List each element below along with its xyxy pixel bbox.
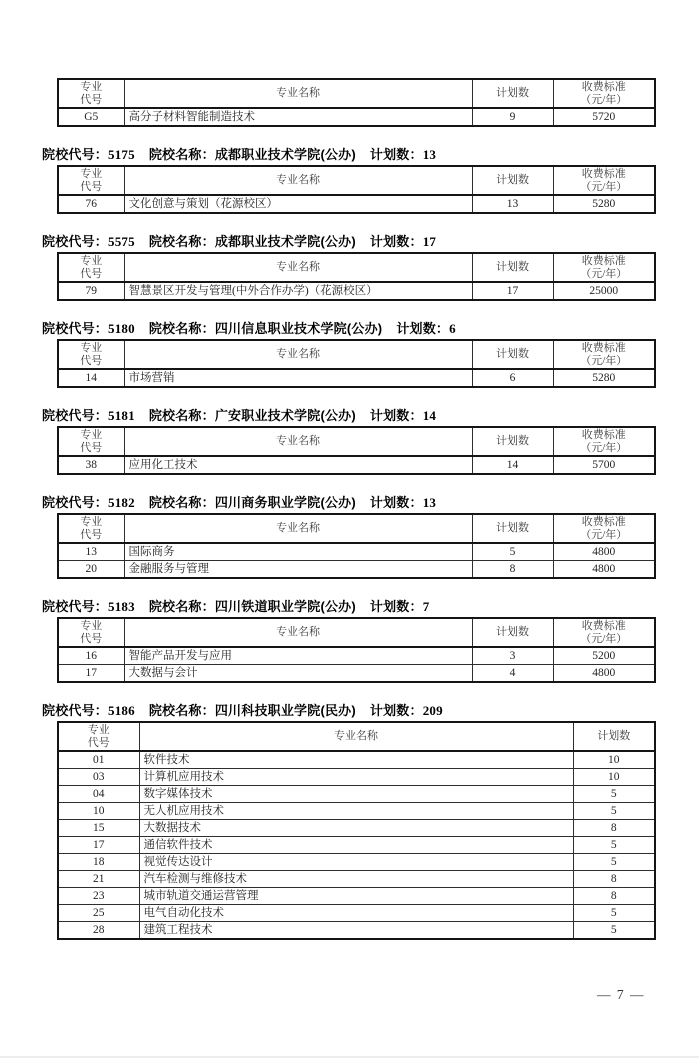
table-row bbox=[58, 922, 655, 940]
plan-total-value: 209 bbox=[422, 703, 443, 718]
plan-total-value: 7 bbox=[422, 599, 430, 614]
cell-fee-standard: 5280 bbox=[553, 369, 655, 387]
plan-total-value: 14 bbox=[422, 408, 437, 423]
institution-name-value: 广安职业技术学院(公办) bbox=[214, 408, 356, 423]
plan-table bbox=[57, 426, 656, 475]
plan-total-label: 计划数： bbox=[369, 408, 423, 423]
institution-code-value: 5182 bbox=[108, 495, 135, 510]
cell-fee-standard: 5280 bbox=[553, 195, 655, 213]
cell-fee-standard: 4800 bbox=[553, 561, 655, 579]
table-header-row bbox=[58, 166, 655, 195]
table-row bbox=[58, 871, 655, 888]
table-header-row bbox=[58, 79, 655, 108]
institution-name-label: 院校名称： bbox=[148, 599, 215, 614]
sections-container bbox=[42, 78, 660, 940]
cell-major-code: 16 bbox=[58, 647, 124, 665]
table-header-row bbox=[58, 514, 655, 543]
plan-table bbox=[57, 252, 656, 301]
cell-major-code: 14 bbox=[58, 369, 124, 387]
cell-major-name: 视觉传达设计 bbox=[139, 854, 573, 871]
cell-major-code: G5 bbox=[58, 108, 124, 126]
institution-code-label: 院校代号： bbox=[42, 703, 109, 718]
cell-major-code: 13 bbox=[58, 543, 124, 561]
institution-name-value: 四川商务职业学院(公办) bbox=[214, 495, 356, 510]
cell-major-name: 金融服务与管理 bbox=[124, 561, 472, 579]
cell-major-name: 城市轨道交通运营管理 bbox=[139, 888, 573, 905]
col-header-major-code: 专业 代号 bbox=[58, 253, 124, 282]
institution-name-label: 院校名称： bbox=[148, 234, 215, 249]
cell-major-name: 汽车检测与维修技术 bbox=[139, 871, 573, 888]
col-header-fee-standard: 收费标准 （元/年） bbox=[553, 340, 655, 369]
col-header-major-name: 专业名称 bbox=[139, 722, 573, 751]
cell-fee-standard: 5200 bbox=[553, 647, 655, 665]
table-row bbox=[58, 854, 655, 871]
col-header-fee-standard: 收费标准 （元/年） bbox=[553, 79, 655, 108]
cell-plan-count: 9 bbox=[472, 108, 553, 126]
cell-fee-standard: 5700 bbox=[553, 456, 655, 474]
cell-plan-count: 4 bbox=[472, 665, 553, 683]
cell-major-code: 17 bbox=[58, 837, 139, 854]
cell-major-code: 76 bbox=[58, 195, 124, 213]
col-header-fee-standard: 收费标准 （元/年） bbox=[553, 514, 655, 543]
cell-major-code: 17 bbox=[58, 665, 124, 683]
plan-total-value: 6 bbox=[449, 321, 456, 336]
col-header-fee-standard: 收费标准 （元/年） bbox=[553, 166, 655, 195]
table-row bbox=[58, 543, 655, 561]
plan-total-label: 计划数： bbox=[369, 234, 423, 249]
cell-plan-count: 6 bbox=[472, 369, 553, 387]
institution-name-value: 成都职业技术学院(公办) bbox=[214, 147, 356, 162]
plan-total-label: 计划数： bbox=[396, 321, 450, 336]
cell-plan-count: 5 bbox=[573, 837, 655, 854]
page-number: — 7 — bbox=[597, 987, 645, 1002]
col-header-major-name: 专业名称 bbox=[124, 253, 472, 282]
col-header-major-code: 专业 代号 bbox=[58, 166, 124, 195]
cell-major-name: 文化创意与策划（花源校区） bbox=[124, 195, 472, 213]
institution-name-value: 成都职业技术学院(公办) bbox=[214, 234, 356, 249]
cell-major-code: 28 bbox=[58, 922, 139, 940]
institution-name-label: 院校名称： bbox=[148, 495, 215, 510]
plan-table bbox=[57, 721, 656, 940]
plan-table bbox=[57, 617, 656, 683]
plan-total-label: 计划数： bbox=[369, 703, 423, 718]
cell-fee-standard: 5720 bbox=[553, 108, 655, 126]
table-row bbox=[58, 282, 655, 300]
table-row bbox=[58, 888, 655, 905]
table-row bbox=[58, 665, 655, 683]
institution-code-label: 院校代号： bbox=[42, 321, 109, 336]
institution-header bbox=[42, 234, 660, 249]
cell-plan-count: 14 bbox=[472, 456, 553, 474]
cell-major-code: 38 bbox=[58, 456, 124, 474]
institution-header bbox=[42, 599, 660, 614]
plan-table bbox=[57, 339, 656, 388]
cell-major-name: 国际商务 bbox=[124, 543, 472, 561]
plan-total-label: 计划数： bbox=[369, 495, 423, 510]
institution-header bbox=[42, 408, 660, 423]
institution-name-label: 院校名称： bbox=[148, 321, 215, 336]
col-header-plan-count: 计划数 bbox=[573, 722, 655, 751]
col-header-plan-count: 计划数 bbox=[472, 166, 553, 195]
institution-name-value: 四川科技职业学院(民办) bbox=[214, 703, 356, 718]
cell-major-code: 23 bbox=[58, 888, 139, 905]
col-header-plan-count: 计划数 bbox=[472, 514, 553, 543]
col-header-major-name: 专业名称 bbox=[124, 514, 472, 543]
institution-code-value: 5180 bbox=[108, 321, 135, 336]
cell-plan-count: 8 bbox=[573, 820, 655, 837]
col-header-plan-count: 计划数 bbox=[472, 79, 553, 108]
cell-plan-count: 13 bbox=[472, 195, 553, 213]
table-row bbox=[58, 647, 655, 665]
cell-plan-count: 5 bbox=[573, 905, 655, 922]
institution-name-label: 院校名称： bbox=[148, 147, 215, 162]
table-row bbox=[58, 769, 655, 786]
table-row bbox=[58, 786, 655, 803]
col-header-plan-count: 计划数 bbox=[472, 618, 553, 647]
institution-name-label: 院校名称： bbox=[148, 408, 215, 423]
col-header-fee-standard: 收费标准 （元/年） bbox=[553, 253, 655, 282]
cell-major-name: 电气自动化技术 bbox=[139, 905, 573, 922]
col-header-fee-standard: 收费标准 （元/年） bbox=[553, 618, 655, 647]
cell-major-name: 市场营销 bbox=[124, 369, 472, 387]
cell-major-code: 04 bbox=[58, 786, 139, 803]
table-row bbox=[58, 561, 655, 579]
cell-major-name: 大数据技术 bbox=[139, 820, 573, 837]
cell-major-code: 15 bbox=[58, 820, 139, 837]
institution-code-label: 院校代号： bbox=[42, 599, 109, 614]
col-header-major-name: 专业名称 bbox=[124, 427, 472, 456]
cell-major-name: 建筑工程技术 bbox=[139, 922, 573, 940]
plan-total-value: 17 bbox=[422, 234, 437, 249]
col-header-major-name: 专业名称 bbox=[124, 618, 472, 647]
institution-code-value: 5183 bbox=[108, 599, 135, 614]
institution-code-value: 5175 bbox=[108, 147, 135, 162]
cell-major-name: 计算机应用技术 bbox=[139, 769, 573, 786]
cell-plan-count: 5 bbox=[573, 786, 655, 803]
cell-major-name: 应用化工技术 bbox=[124, 456, 472, 474]
table-header-row bbox=[58, 722, 655, 751]
col-header-major-name: 专业名称 bbox=[124, 166, 472, 195]
table-row bbox=[58, 369, 655, 387]
cell-major-code: 03 bbox=[58, 769, 139, 786]
cell-plan-count: 10 bbox=[573, 769, 655, 786]
cell-plan-count: 17 bbox=[472, 282, 553, 300]
cell-major-name: 无人机应用技术 bbox=[139, 803, 573, 820]
institution-name-value: 四川铁道职业学院(公办) bbox=[214, 599, 356, 614]
cell-major-name: 智能产品开发与应用 bbox=[124, 647, 472, 665]
table-row bbox=[58, 820, 655, 837]
cell-fee-standard: 4800 bbox=[553, 665, 655, 683]
institution-name-label: 院校名称： bbox=[148, 703, 215, 718]
col-header-plan-count: 计划数 bbox=[472, 427, 553, 456]
cell-plan-count: 8 bbox=[573, 871, 655, 888]
institution-header bbox=[42, 321, 660, 336]
table-row bbox=[58, 905, 655, 922]
col-header-major-code: 专业 代号 bbox=[58, 79, 124, 108]
institution-name-value: 四川信息职业技术学院(公办) bbox=[214, 321, 383, 336]
plan-table bbox=[57, 513, 656, 579]
cell-major-code: 20 bbox=[58, 561, 124, 579]
col-header-fee-standard: 收费标准 （元/年） bbox=[553, 427, 655, 456]
cell-plan-count: 8 bbox=[573, 888, 655, 905]
col-header-major-code: 专业 代号 bbox=[58, 340, 124, 369]
institution-code-label: 院校代号： bbox=[42, 234, 109, 249]
cell-major-code: 79 bbox=[58, 282, 124, 300]
institution-code-label: 院校代号： bbox=[42, 147, 109, 162]
cell-plan-count: 5 bbox=[573, 922, 655, 940]
institution-code-label: 院校代号： bbox=[42, 408, 109, 423]
cell-plan-count: 5 bbox=[573, 854, 655, 871]
cell-plan-count: 5 bbox=[573, 803, 655, 820]
table-header-row bbox=[58, 340, 655, 369]
col-header-major-code: 专业 代号 bbox=[58, 618, 124, 647]
table-row bbox=[58, 195, 655, 213]
cell-major-code: 25 bbox=[58, 905, 139, 922]
table-row bbox=[58, 803, 655, 820]
col-header-plan-count: 计划数 bbox=[472, 340, 553, 369]
table-header-row bbox=[58, 427, 655, 456]
plan-total-label: 计划数： bbox=[369, 147, 423, 162]
plan-total-label: 计划数： bbox=[369, 599, 423, 614]
cell-fee-standard: 4800 bbox=[553, 543, 655, 561]
cell-plan-count: 5 bbox=[472, 543, 553, 561]
cell-fee-standard: 25000 bbox=[553, 282, 655, 300]
col-header-major-code: 专业 代号 bbox=[58, 514, 124, 543]
plan-total-value: 13 bbox=[422, 147, 437, 162]
cell-major-code: 10 bbox=[58, 803, 139, 820]
institution-header bbox=[42, 147, 660, 162]
cell-major-code: 01 bbox=[58, 751, 139, 769]
institution-header bbox=[42, 495, 660, 510]
cell-major-code: 18 bbox=[58, 854, 139, 871]
col-header-major-name: 专业名称 bbox=[124, 340, 472, 369]
table-row bbox=[58, 837, 655, 854]
institution-code-value: 5181 bbox=[108, 408, 135, 423]
cell-major-name: 通信软件技术 bbox=[139, 837, 573, 854]
cell-plan-count: 8 bbox=[472, 561, 553, 579]
col-header-major-code: 专业 代号 bbox=[58, 722, 139, 751]
col-header-plan-count: 计划数 bbox=[472, 253, 553, 282]
cell-plan-count: 3 bbox=[472, 647, 553, 665]
cell-major-name: 高分子材料智能制造技术 bbox=[124, 108, 472, 126]
institution-code-label: 院校代号： bbox=[42, 495, 109, 510]
table-header-row bbox=[58, 253, 655, 282]
table-row bbox=[58, 456, 655, 474]
cell-plan-count: 10 bbox=[573, 751, 655, 769]
institution-header bbox=[42, 703, 660, 718]
table-row bbox=[58, 108, 655, 126]
plan-table bbox=[57, 78, 656, 127]
cell-major-code: 21 bbox=[58, 871, 139, 888]
cell-major-name: 软件技术 bbox=[139, 751, 573, 769]
institution-code-value: 5186 bbox=[108, 703, 135, 718]
cell-major-name: 数字媒体技术 bbox=[139, 786, 573, 803]
institution-code-value: 5575 bbox=[108, 234, 135, 249]
plan-total-value: 13 bbox=[422, 495, 437, 510]
plan-table bbox=[57, 165, 656, 214]
table-row bbox=[58, 751, 655, 769]
col-header-major-name: 专业名称 bbox=[124, 79, 472, 108]
table-header-row bbox=[58, 618, 655, 647]
cell-major-name: 智慧景区开发与管理(中外合作办学)（花源校区） bbox=[124, 282, 472, 300]
col-header-major-code: 专业 代号 bbox=[58, 427, 124, 456]
cell-major-name: 大数据与会计 bbox=[124, 665, 472, 683]
